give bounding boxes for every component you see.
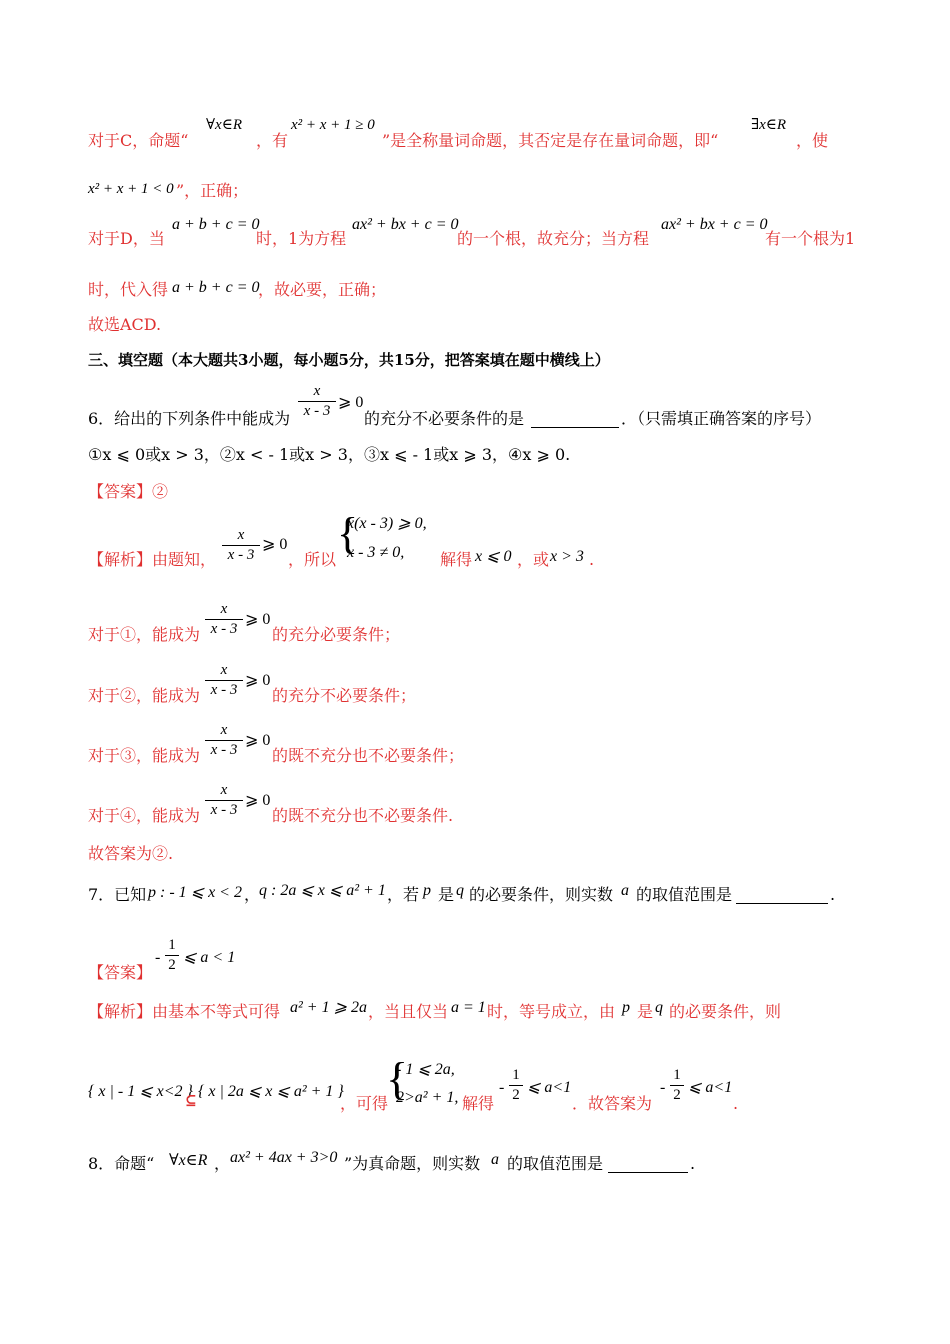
answer-rest: ⩽ a < 1 xyxy=(183,949,236,966)
half-fraction: 1 2 xyxy=(165,938,179,973)
case-suffix: 的既不充分也不必要条件； xyxy=(272,746,465,765)
q7-set1: { x | - 1 ⩽ x<2 } xyxy=(88,1083,193,1100)
q7-set2: { x | 2a ⩽ x ⩽ a² + 1 } xyxy=(198,1083,344,1100)
q8-text1: ”为真命题，则实数 xyxy=(344,1154,481,1173)
q6-analysis-text5: . xyxy=(589,550,595,569)
d-part5: 时，代入得 xyxy=(88,280,169,299)
q7-res2: ⩽ a<1 xyxy=(688,1079,733,1096)
q6-analysis-text2: ，所以 xyxy=(288,550,337,569)
analysis-label: 【解析】 xyxy=(88,1002,153,1021)
q6-options: ①x ⩽ 0或x > 3，②x < - 1或x > 3，③x ⩽ - 1或x ⩾ 3，④x ⩾ 0. xyxy=(88,445,571,464)
q7-analysis-text5: 的必要条件，则 xyxy=(669,1002,782,1021)
q7-cond: a = 1 xyxy=(451,999,486,1016)
q8-forall: ∀x∈R xyxy=(169,1152,208,1169)
case-prefix: 对于③，能成为 xyxy=(88,746,201,765)
d-eq1: a + b + c = 0 xyxy=(172,216,260,233)
q7-a: a xyxy=(621,882,629,899)
d-part4: 有一个根为1 xyxy=(765,229,856,248)
case-geq: ⩾ 0 xyxy=(245,732,271,749)
half-fraction: 1 2 xyxy=(670,1068,684,1103)
q7-text2: 是 xyxy=(438,885,455,904)
answer-label: 【答案】 xyxy=(88,963,153,982)
q6-sol1: x ⩽ 0 xyxy=(475,548,512,565)
q7-analysis-p: p xyxy=(622,999,630,1016)
answer-label: 【答案】 xyxy=(88,482,153,501)
system-brace: { xyxy=(337,509,359,558)
c-part2: ”是全称量词命题，其否定是存在量词命题，即“ xyxy=(382,131,719,150)
q7-text1: ，若 xyxy=(387,885,420,904)
c-exists: ∃x∈R xyxy=(751,117,787,133)
q6-answer xyxy=(88,484,168,500)
section-title: 三、填空题（本大题共3小题，每小题5分，共15分，把答案填在题中横线上） xyxy=(88,351,610,369)
case-suffix: 的既不充分也不必要条件. xyxy=(272,806,454,825)
c-forall: ∀x∈R xyxy=(206,117,242,133)
minus-sign: - xyxy=(155,949,161,966)
q7-p-cond: p : - 1 ⩽ x < 2 xyxy=(148,884,242,901)
c-part1: 对于C，命题“ xyxy=(88,131,189,150)
q6-fraction: x x - 3 xyxy=(298,384,336,419)
q7-q-cond: q : 2a ⩽ x ⩽ a² + 1 xyxy=(259,882,386,899)
case-fraction: x x - 3 xyxy=(205,723,243,758)
q6-analysis-geq: ⩾ 0 xyxy=(262,536,288,553)
answer-value: ② xyxy=(152,482,169,501)
q8-answer-blank[interactable] xyxy=(608,1156,688,1173)
case-suffix: 的充分不必要条件； xyxy=(272,686,417,705)
d-eq4: a + b + c = 0 xyxy=(172,279,260,296)
q7-text4: 的取值范围是 xyxy=(636,885,733,904)
choose-acd: 故选ACD. xyxy=(88,315,162,334)
case-prefix: 对于④，能成为 xyxy=(88,806,201,825)
q6-answer-blank[interactable] xyxy=(531,411,619,428)
q7-ineq1: a² + 1 ⩾ 2a xyxy=(290,999,367,1016)
q7-comma: ， xyxy=(244,885,261,904)
q6-prefix: 6．给出的下列条件中能成为 xyxy=(88,409,291,428)
q8-comma: ， xyxy=(214,1154,231,1173)
half-fraction: 1 2 xyxy=(509,1068,523,1103)
d-part2: 时，1为方程 xyxy=(256,229,347,248)
q8-prefix: 8．命题“ xyxy=(88,1154,155,1173)
c-neg-ineq: x² + x + 1 < 0 xyxy=(88,181,174,197)
case-fraction: x x - 3 xyxy=(205,663,243,698)
q7-sys1: - 1 ⩽ 2a, xyxy=(396,1061,455,1078)
case-geq: ⩾ 0 xyxy=(245,672,271,689)
q6-suffix1: 的充分不必要条件的是 xyxy=(364,409,525,428)
system-brace: { xyxy=(386,1053,409,1104)
q8-ineq: ax² + 4ax + 3>0 xyxy=(230,1149,338,1166)
case-suffix: 的充分必要条件； xyxy=(272,625,401,644)
q6-analysis-text3: 解得 xyxy=(440,550,473,569)
q6-suffix2: ．（只需填正确答案的序号） xyxy=(621,409,822,428)
c-part4: ”，正确； xyxy=(176,181,249,200)
q7-res1: ⩽ a<1 xyxy=(527,1079,572,1096)
q6-geq: ⩾ 0 xyxy=(338,394,364,411)
q6-final: 故答案为②. xyxy=(88,844,174,863)
q7-analysis-text6: ，可得 xyxy=(340,1094,389,1113)
d-part3: 的一个根，故充分；当方程 xyxy=(457,229,650,248)
q7-analysis-q: q xyxy=(655,999,663,1016)
q7-text3: 的必要条件，则实数 xyxy=(469,885,614,904)
q7-q: q xyxy=(456,882,464,899)
q7-analysis-end: . xyxy=(733,1094,739,1113)
q6-analysis-fraction: x x - 3 xyxy=(222,528,260,563)
q8-a: a xyxy=(491,1151,499,1168)
q7-analysis-text2: ，当且仅当 xyxy=(368,1002,449,1021)
q7-analysis-text3: 时，等号成立，由 xyxy=(487,1002,616,1021)
q6-sys1: x(x - 3) ⩾ 0, xyxy=(347,515,427,532)
q7-analysis-text7: 解得 xyxy=(462,1094,495,1113)
q6-sol2: x > 3 xyxy=(550,548,584,565)
c-part3: ，使 xyxy=(796,131,829,150)
c-ineq: x² + x + 1 ≥ 0 xyxy=(291,117,375,133)
q7-analysis-text4: 是 xyxy=(637,1002,654,1021)
case-fraction: x x - 3 xyxy=(205,783,243,818)
q7-p: p xyxy=(423,882,431,899)
analysis-label: 【解析】 xyxy=(88,550,153,569)
c-comma1: ，有 xyxy=(256,131,289,150)
d-part1: 对于D，当 xyxy=(88,229,165,248)
case-geq: ⩾ 0 xyxy=(245,792,271,809)
case-prefix: 对于①，能成为 xyxy=(88,625,201,644)
q7-sys2: 2>a² + 1, xyxy=(396,1089,459,1106)
q8-end: . xyxy=(690,1154,696,1173)
q7-analysis-text1: 由基本不等式可得 xyxy=(152,1002,281,1021)
d-eq2: ax² + bx + c = 0 xyxy=(352,216,459,233)
q6-analysis-text4: ，或 xyxy=(517,550,550,569)
d-eq3: ax² + bx + c = 0 xyxy=(661,216,768,233)
q8-text2: 的取值范围是 xyxy=(507,1154,604,1173)
q7-answer-blank[interactable] xyxy=(736,887,828,904)
q7-end: . xyxy=(830,885,836,904)
q7-analysis-text8: ．故答案为 xyxy=(572,1094,653,1113)
q6-analysis-text1: 由题知， xyxy=(152,550,217,569)
case-prefix: 对于②，能成为 xyxy=(88,686,201,705)
d-part6: ，故必要，正确； xyxy=(258,280,387,299)
minus-sign: - xyxy=(499,1079,505,1096)
q6-sys2: x - 3 ≠ 0, xyxy=(347,544,405,561)
case-geq: ⩾ 0 xyxy=(245,611,271,628)
q7-prefix: 7．已知 xyxy=(88,885,147,904)
case-fraction: x x - 3 xyxy=(205,602,243,637)
subset-symbol: ⊆ xyxy=(185,1093,197,1109)
minus-sign: - xyxy=(660,1079,666,1096)
